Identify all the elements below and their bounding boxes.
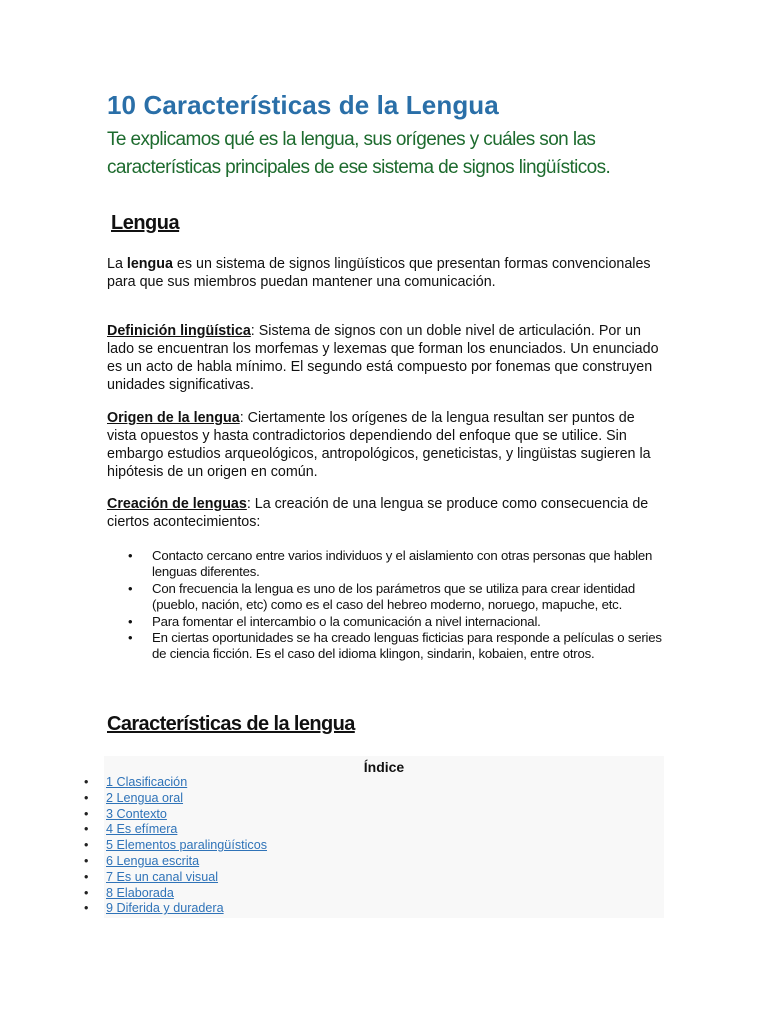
toc-item: [80, 870, 267, 886]
intro-text-start: La: [107, 256, 127, 272]
page-subtitle: Te explicamos qué es la lengua, sus orígenes y cuáles son las características principales de ese sistema de signos lingüísticos.: [107, 129, 611, 178]
toc-item: [80, 854, 267, 870]
toc-title: Índice: [363, 759, 405, 775]
toc-link-diferida-duradera[interactable]: 9 Diferida y duradera: [106, 901, 224, 916]
toc-item: [80, 838, 267, 854]
section-heading-lengua: Lengua: [111, 212, 180, 234]
toc-item: [80, 886, 267, 902]
list-item: • Contacto cercano entre varios individuos y el aislamiento con otras personas que hablen lenguas diferentes.: [125, 548, 665, 581]
toc-item: [80, 822, 267, 838]
creation-paragraph: [107, 495, 667, 531]
toc-link-lengua-oral[interactable]: 2 Lengua oral: [106, 790, 184, 805]
intro-paragraph: [107, 255, 667, 291]
toc-link-lengua-escrita[interactable]: 6 Lengua escrita: [106, 853, 200, 868]
toc-link-clasificacion[interactable]: 1 Clasificación: [106, 775, 188, 789]
list-item: • Con frecuencia la lengua es uno de los parámetros que se utiliza para crear identidad (pueblo, nación, etc) como es el caso del hebreo moderno, noruego, mapuche, etc.: [125, 581, 665, 614]
table-of-contents: [80, 756, 664, 918]
section-heading-caracteristicas: Características de la lengua: [107, 713, 355, 735]
toc-link-elementos-paralinguisticos[interactable]: 5 Elementos paralingüísticos: [106, 838, 268, 853]
page-title: 10 Características de la Lengua: [107, 90, 499, 120]
toc-link-contexto[interactable]: 3 Contexto: [106, 806, 167, 821]
toc-link-elaborada[interactable]: 8 Elaborada: [106, 885, 174, 900]
toc-link-canal-visual[interactable]: 7 Es un canal visual: [106, 869, 219, 884]
toc-item: [80, 901, 267, 917]
origin-paragraph: [107, 409, 667, 481]
creation-bullet-list: [125, 548, 665, 663]
definition-text: : Sistema de signos con un doble nivel de articulación. Por un lado se encuentran los morfemas y lexemas que forman los enunciados. Un enunciado es un acto de habla mínimo. El segundo está compuesto por fonemas que construyen unidades significativas.: [107, 323, 659, 393]
toc-item: [80, 775, 267, 791]
intro-keyword: lengua: [126, 256, 173, 272]
origin-text: : Ciertamente los orígenes de la lengua resultan ser puntos de vista opuestos y hasta contradictorios dependiendo del enfoque que se utilice. Sin embargo estudios arqueológicos, antropológicos, geneticistas, y lingüistas sugieren la hipótesis de un origen en común.: [107, 410, 651, 480]
toc-item: [80, 791, 267, 807]
definition-paragraph: [107, 322, 667, 394]
origin-term: Origen de la lengua: [107, 410, 240, 426]
definition-term: Definición lingüística: [107, 323, 251, 339]
toc-link-es-efimera[interactable]: 4 Es efímera: [106, 822, 178, 837]
list-item: • En ciertas oportunidades se ha creado lenguas ficticias para responde a películas o series de ciencia ficción. Es el caso del idioma klingon, sindarin, kobaien, entre otros.: [125, 630, 665, 663]
toc-list: [80, 775, 267, 917]
intro-text-end: es un sistema de signos lingüísticos que presentan formas convencionales para que sus miembros puedan mantener una comunicación.: [107, 256, 651, 290]
creation-text: : La creación de una lengua se produce como consecuencia de ciertos acontecimientos:: [107, 496, 649, 530]
creation-term: Creación de lenguas: [107, 496, 247, 512]
list-item: • Para fomentar el intercambio o la comunicación a nivel internacional.: [125, 614, 665, 630]
toc-item: [80, 807, 267, 823]
